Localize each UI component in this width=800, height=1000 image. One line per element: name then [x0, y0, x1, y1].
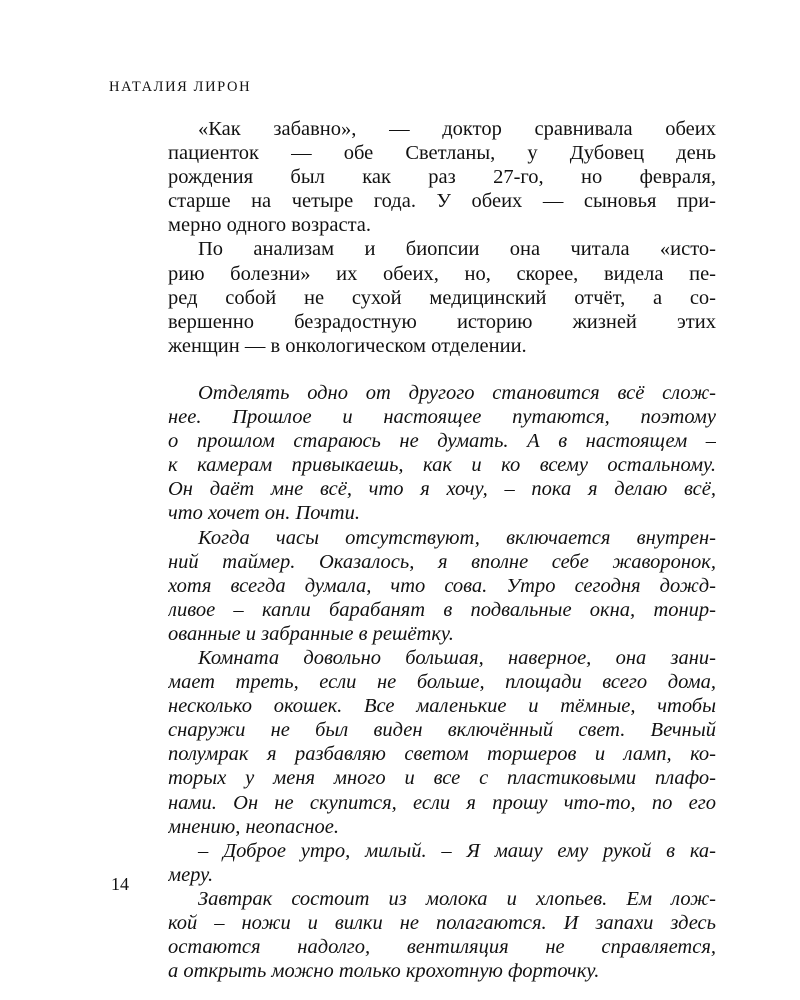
- text-line: мает треть, если не больше, площади всего дома,: [168, 671, 716, 694]
- text-line: полумрак я разбавляю светом торшеров и ламп, ко-: [168, 743, 716, 766]
- text-line: женщин — в онкологическом отделении.: [168, 334, 527, 357]
- text-line: о прошлом стараюсь не думать. А в настоящем –: [168, 430, 716, 453]
- text-line: торых у меня много и все с пластиковыми плафо-: [168, 767, 716, 790]
- text-line: пациенток — обе Светланы, у Дубовец день: [168, 142, 716, 165]
- text-line: кой – ножи и вилки не полагаются. И запахи здесь: [168, 912, 716, 934]
- text-line: рождения был как раз 27-го, но февраля,: [168, 166, 716, 189]
- text-line: рию болезни» их обеих, но, скорее, видела пе-: [168, 262, 716, 285]
- text-line: ливое – капли барабанят в подвальные окна, тонир-: [168, 598, 716, 621]
- text-line: меру.: [168, 863, 214, 886]
- running-head: НАТАЛИЯ ЛИРОН: [109, 79, 252, 95]
- text-line: нее. Прошлое и настоящее путаются, поэтому: [168, 406, 716, 429]
- paragraph: [168, 887, 716, 983]
- text-line: а открыть можно только крохотную форточку.: [168, 960, 600, 983]
- text-line: нами. Он не скупится, если я прошу что-то, по его: [168, 791, 716, 814]
- text-line: Он даёт мне всё, что я хочу, – пока я делаю всё,: [168, 478, 716, 501]
- text-line: мерно одного возраста.: [168, 214, 372, 237]
- text-line: к камерам привыкаешь, как и ко всему остальному.: [168, 454, 716, 477]
- page-text: [168, 117, 716, 983]
- paragraph: [168, 526, 716, 646]
- diary-section: [168, 381, 716, 983]
- text-line: ний таймер. Оказалось, я вполне себе жаворонок,: [168, 550, 716, 573]
- narrative-section: [168, 117, 716, 358]
- text-line: что хочет он. Почти.: [168, 502, 360, 525]
- text-line: Комната довольно большая, наверное, она зани-: [198, 646, 716, 669]
- text-line: «Как забавно», — доктор сравнивала обеих: [198, 118, 716, 140]
- text-line: Отделять одно от другого становится всё слож-: [198, 381, 716, 404]
- text-line: остаются надолго, вентиляция не справляется,: [168, 936, 716, 959]
- paragraph: [168, 117, 716, 237]
- section-break: [168, 358, 716, 381]
- text-line: хотя всегда думала, что сова. Утро сегодня дожд-: [168, 574, 716, 597]
- text-line: Когда часы отсутствуют, включается внутрен-: [198, 526, 716, 549]
- page-number: 14: [111, 874, 129, 894]
- text-line: ованные и забранные в решётку.: [168, 622, 454, 645]
- paragraph: [168, 839, 716, 887]
- text-line: – Доброе утро, милый. – Я машу ему рукой в ка-: [198, 839, 716, 862]
- text-line: мнению, неопасное.: [168, 815, 339, 838]
- text-line: снаружи не был виден включённый свет. Вечный: [168, 719, 716, 742]
- text-line: вершенно безрадостную историю жизней этих: [168, 310, 716, 333]
- text-line: ред собой не сухой медицинский отчёт, а со-: [168, 286, 716, 309]
- paragraph: [168, 646, 716, 839]
- paragraph: [168, 237, 716, 357]
- text-line: По анализам и биопсии она читала «исто-: [198, 238, 716, 261]
- text-line: Завтрак состоит из молока и хлопьев. Ем лож-: [198, 887, 716, 910]
- text-line: старше на четыре года. У обеих — сыновья при-: [168, 190, 716, 213]
- paragraph: [168, 381, 716, 526]
- text-line: несколько окошек. Все маленькие и тёмные, чтобы: [168, 695, 716, 718]
